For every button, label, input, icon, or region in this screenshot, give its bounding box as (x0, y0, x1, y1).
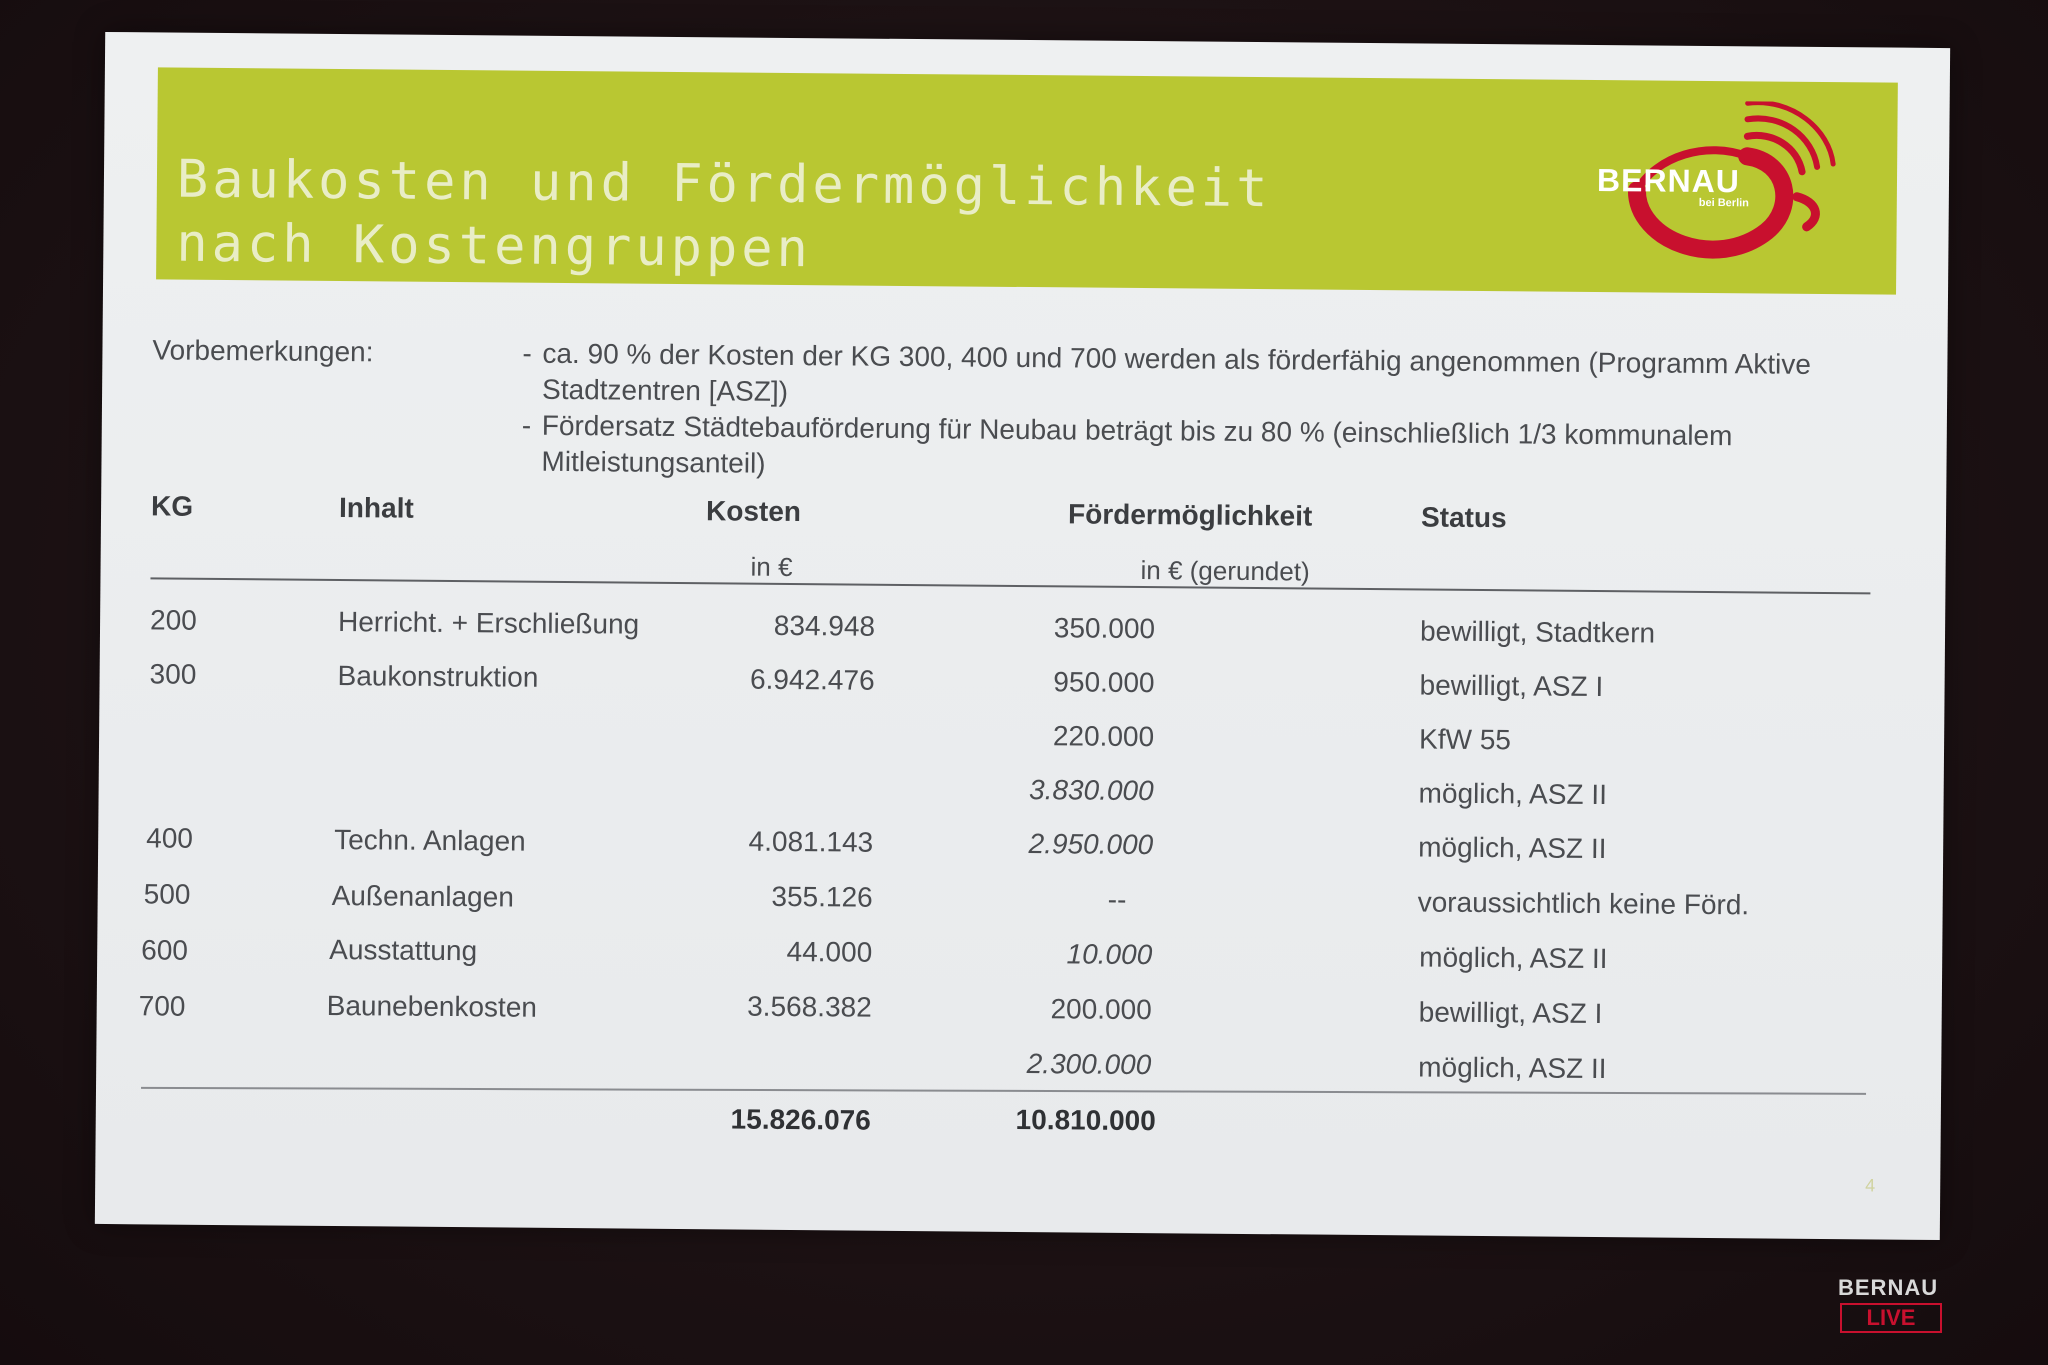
cell-kosten: 6.942.476 (749, 663, 875, 696)
logo-subtitle: bei Berlin (1698, 196, 1749, 210)
note-text: ca. 90 % der Kosten der KG 300, 400 und 700 werden als förderfähig angenommen (Programm Aktive Stadtzentren [ASZ]) (541, 337, 1812, 407)
cell-kg: 300 (149, 658, 197, 690)
slide-title-line2: nach Kostengruppen (176, 213, 813, 280)
cell-kosten: 44.000 (786, 935, 873, 968)
cell-inhalt: Baunebenkosten (326, 989, 538, 1023)
preliminary-notes (152, 332, 1913, 479)
cell-status: bewilligt, Stadtkern (1419, 615, 1656, 649)
cell-foerder: -- (1107, 883, 1127, 915)
cell-status: möglich, ASZ II (1418, 1051, 1607, 1085)
cell-kg: 600 (141, 934, 189, 966)
cell-foerder: 220.000 (1052, 720, 1155, 753)
col-header-kg: KG (150, 490, 194, 522)
cell-status: KfW 55 (1418, 723, 1512, 756)
page-number: 4 (1865, 1175, 1876, 1196)
col-header-inhalt: Inhalt (338, 492, 414, 524)
total-foerder: 10.810.000 (1015, 1103, 1156, 1137)
cell-foerder: 2.950.000 (1028, 828, 1154, 861)
cell-status: möglich, ASZ II (1419, 941, 1608, 975)
cell-kg: 200 (149, 604, 197, 636)
bernau-live-watermark (1838, 1275, 1958, 1335)
cell-inhalt: Ausstattung (329, 933, 478, 967)
header-rule (150, 577, 1870, 594)
cell-kosten: 355.126 (771, 880, 873, 913)
foerder-unit: in € (gerundet) (1140, 555, 1310, 587)
cell-inhalt: Techn. Anlagen (334, 824, 526, 857)
cell-kg: 700 (138, 990, 186, 1022)
presentation-slide (95, 32, 1950, 1240)
cell-foerder: 10.000 (1066, 938, 1153, 971)
title-banner (156, 67, 1898, 294)
cell-kg: 400 (146, 822, 194, 854)
cell-inhalt: Herricht. + Erschließung (337, 606, 640, 640)
cell-status: bewilligt, ASZ I (1418, 996, 1603, 1030)
cell-foerder: 2.300.000 (1026, 1048, 1152, 1081)
note-text: Fördersatz Städtebauförderung für Neubau beträgt bis zu 80 % (einschließlich 1/3 kommunalem Mitleistungsanteil) (541, 409, 1733, 479)
col-header-status: Status (1420, 501, 1507, 534)
notes-label: Vorbemerkungen: (152, 334, 374, 368)
cell-foerder: 200.000 (1050, 993, 1152, 1026)
kosten-unit: in € (750, 551, 793, 582)
note-item: - Fördersatz Städtebauförderung für Neubau beträgt bis zu 80 % (einschließlich 1/3 kommunalem Mitleistungsanteil) (521, 408, 1882, 492)
cell-status: möglich, ASZ II (1418, 777, 1608, 811)
cell-foerder: 950.000 (1053, 666, 1155, 699)
cell-kosten: 834.948 (773, 609, 876, 642)
total-kosten: 15.826.076 (730, 1103, 871, 1136)
cell-inhalt: Baukonstruktion (337, 660, 539, 693)
bernau-logo (1596, 100, 1837, 272)
cell-foerder: 3.830.000 (1028, 774, 1154, 807)
slide-title (176, 148, 1577, 288)
cell-status: voraussichtlich keine Förd. (1417, 886, 1750, 921)
slide-title-line1: Baukosten und Fördermöglichkeit (176, 149, 1272, 220)
totals-rule (141, 1087, 1866, 1095)
col-header-foerder: Fördermöglichkeit (1067, 498, 1313, 532)
cell-kosten: 3.568.382 (747, 990, 872, 1023)
cell-status: bewilligt, ASZ I (1419, 669, 1604, 703)
cell-kosten: 4.081.143 (748, 825, 874, 858)
watermark-top-text: BERNAU (1838, 1275, 1939, 1300)
cell-status: möglich, ASZ II (1418, 831, 1607, 865)
cell-kg: 500 (143, 878, 191, 910)
col-header-kosten: Kosten (705, 495, 802, 528)
note-item: - ca. 90 % der Kosten der KG 300, 400 und 700 werden als förderfähig angenommen (Programm Aktive Stadtzentren [ASZ]) (522, 336, 1883, 420)
watermark-bottom-text: LIVE (1840, 1303, 1942, 1333)
cell-foerder: 350.000 (1053, 612, 1156, 645)
cell-inhalt: Außenanlagen (331, 879, 514, 913)
logo-wordmark: BERNAU (1596, 161, 1741, 200)
